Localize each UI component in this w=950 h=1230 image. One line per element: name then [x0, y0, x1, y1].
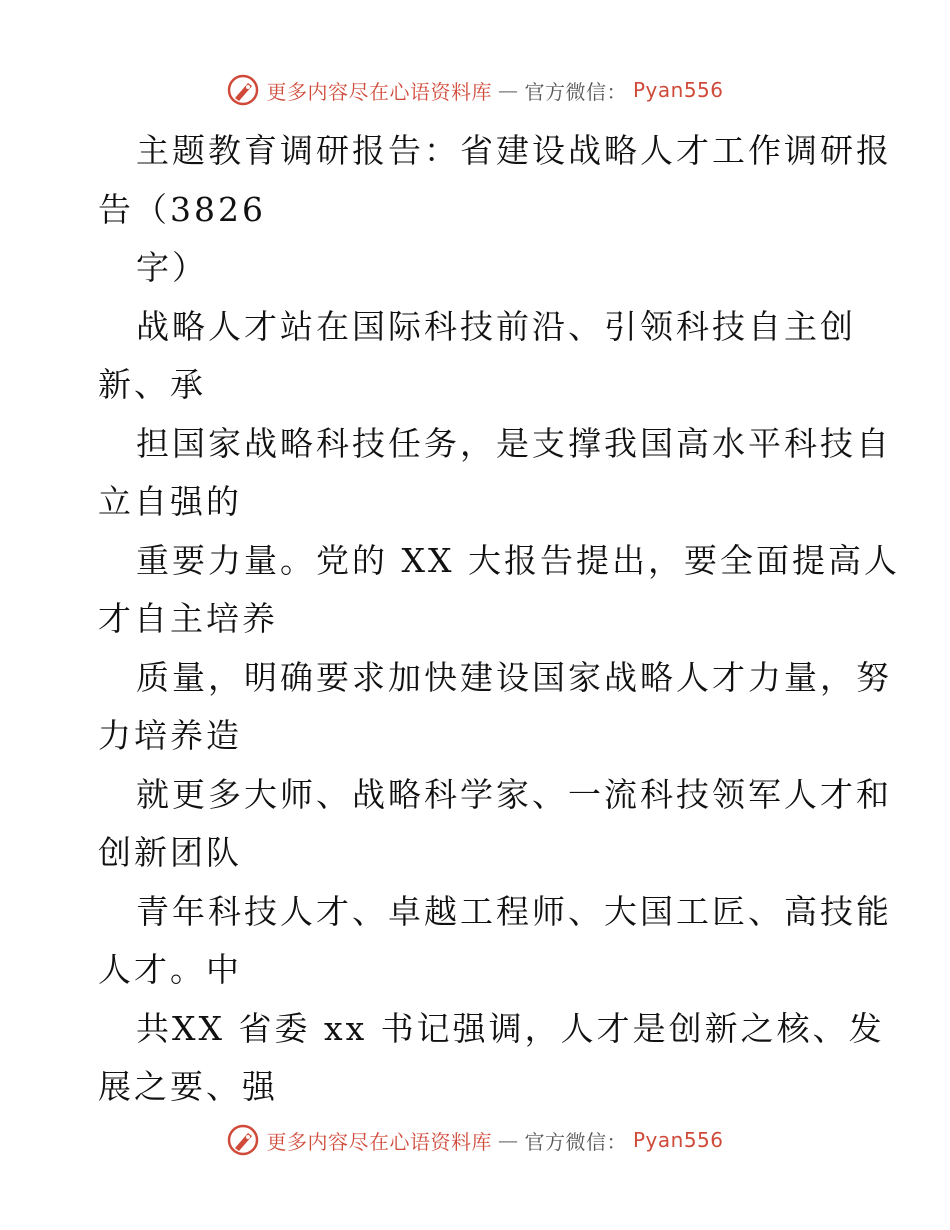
doc-line: 共XX 省委 xx 书记强调，人才是创新之核、发: [136, 1008, 885, 1048]
header-wechat-label: 官方微信：: [524, 79, 627, 104]
doc-line: 才自主培养: [98, 599, 278, 638]
footer-wechat-label: 官方微信：: [524, 1129, 627, 1154]
footer-watermark: [226, 1123, 723, 1157]
header-banner: [0, 70, 950, 110]
doc-line: 新、承: [98, 365, 206, 404]
doc-line: 重要力量。党的 XX 大报告提出，要全面提高人: [136, 540, 900, 580]
header-brand-text: 更多内容尽在心语资料库: [266, 79, 492, 104]
header-wechat-id: Pyan556: [632, 78, 724, 102]
doc-line: 主题教育调研报告：省建设战略人才工作调研报: [136, 131, 892, 170]
doc-line: 人才。中: [98, 950, 242, 989]
footer-brand-text: 更多内容尽在心语资料库: [266, 1129, 492, 1154]
footer-banner: [0, 1120, 950, 1160]
doc-line: 担国家战略科技任务，是支撑我国高水平科技自: [136, 423, 892, 463]
doc-line: 青年科技人才、卓越工程师、大国工匠、高技能: [136, 891, 892, 931]
doc-line: 立自强的: [98, 482, 242, 521]
doc-line: 质量，明确要求加快建设国家战略人才力量，努: [136, 657, 892, 697]
doc-line: 就更多大师、战略科学家、一流科技领军人才和: [136, 774, 892, 814]
doc-line: 力培养造: [98, 716, 242, 755]
header-watermark: [226, 73, 723, 107]
doc-line: 战略人才站在国际科技前沿、引领科技自主创: [136, 306, 856, 346]
doc-line: 创新团队: [98, 833, 242, 872]
footer-wechat-id: Pyan556: [632, 1128, 724, 1152]
doc-line: 展之要、强: [98, 1067, 278, 1106]
pen-nib-logo-icon: [226, 73, 260, 107]
document-body: [98, 122, 900, 1117]
header-separator: —: [497, 78, 519, 102]
pen-nib-logo-icon: [226, 1123, 260, 1157]
doc-line: 告（3826: [98, 189, 266, 229]
doc-line: 字）: [136, 248, 208, 287]
footer-separator: —: [497, 1128, 519, 1152]
